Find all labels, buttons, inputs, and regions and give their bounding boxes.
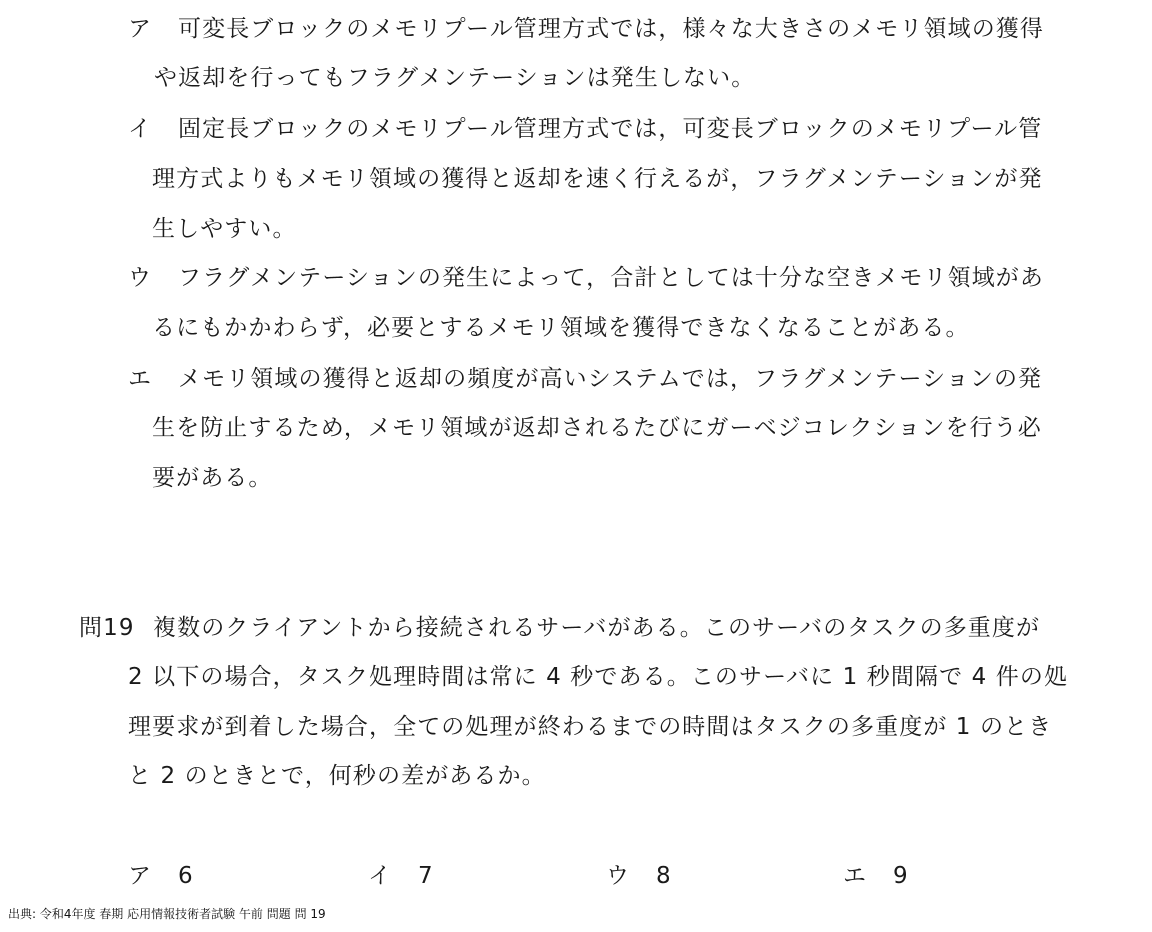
choice-e-value: 9 xyxy=(893,863,908,889)
choice-a xyxy=(128,861,193,891)
choice-i-marker: イ xyxy=(368,863,391,889)
choice-a-marker: ア xyxy=(128,863,151,889)
choice-u-marker: ウ xyxy=(606,863,629,889)
option-i-marker: イ xyxy=(128,116,153,142)
question-line-1: 複数のクライアントから接続されるサーバがある。このサーバのタスクの多重度が xyxy=(153,615,1041,641)
option-e-marker: エ xyxy=(128,366,153,392)
option-e-line-1: メモリ領域の獲得と返却の頻度が高いシステムでは，フラグメンテーションの発 xyxy=(178,366,1043,392)
question-line-2: 2 以下の場合，タスク処理時間は常に 4 秒である。このサーバに 1 秒間隔で 4 件の処 xyxy=(128,664,1069,690)
option-a-line-1: 可変長ブロックのメモリプール管理方式では，様々な大きさのメモリ領域の獲得 xyxy=(178,16,1044,42)
question-line-3: 理要求が到着した場合，全ての処理が終わるまでの時間はタスクの多重度が 1 のとき xyxy=(128,714,1053,740)
question-number: 問19 xyxy=(79,615,135,641)
choice-e xyxy=(843,861,908,891)
choice-u-value: 8 xyxy=(656,863,671,889)
option-a-marker: ア xyxy=(128,16,153,42)
choice-e-marker: エ xyxy=(843,863,866,889)
question-line-4: と 2 のときとで，何秒の差があるか。 xyxy=(128,763,546,789)
choice-a-value: 6 xyxy=(178,863,193,889)
source-note: 出典: 令和4年度 春期 応用情報技術者試験 午前 問題 問 19 xyxy=(8,907,326,921)
option-i-line-2: 理方式よりもメモリ領域の獲得と返却を速く行えるが，フラグメンテーションが発 xyxy=(152,166,1043,192)
choice-i xyxy=(368,861,433,891)
option-e-line-2: 生を防止するため，メモリ領域が返却されるたびにガーベジコレクションを行う必 xyxy=(152,415,1042,441)
option-e-line-3: 要がある。 xyxy=(152,465,273,491)
choice-i-value: 7 xyxy=(418,863,433,889)
option-a-line-2: や返却を行ってもフラグメンテーションは発生しない。 xyxy=(154,65,756,91)
option-u-line-1: フラグメンテーションの発生によって，合計としては十分な空きメモリ領域があ xyxy=(178,265,1044,291)
choice-u xyxy=(606,861,671,891)
option-i-line-1: 固定長ブロックのメモリプール管理方式では，可変長ブロックのメモリプール管 xyxy=(178,116,1043,142)
option-i-line-3: 生しやすい。 xyxy=(152,216,297,242)
option-u-line-2: るにもかかわらず，必要とするメモリ領域を獲得できなくなることがある。 xyxy=(152,315,970,341)
option-u-marker: ウ xyxy=(128,265,153,291)
